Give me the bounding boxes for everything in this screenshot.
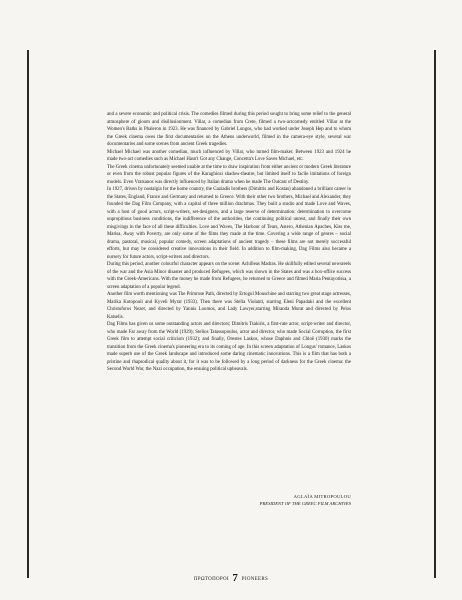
author-signature	[190, 494, 351, 507]
right-margin-rule	[434, 50, 436, 578]
page-number: 7	[232, 572, 239, 584]
paragraph-1: and a severe economic and political crisis. The comedies filmed during this period sought to bring some relief to the general atmosphere of gloom and disillusionment. Villar, a comedian from Crete, filmed a two-actcomedy entitled Villar at the Women's Baths in Phaleron in 1923. He was financed by Gabriel Longos, who had worked under Joseph Hep and to whom the Greek cinema owes the first documentaries on the Athens underworld, filmed in the camera-eye style, several war documentaries and some scenes from ancient Greek tragedies.	[107, 112, 351, 147]
paragraph-3: The Greek cinema unfortunately seemed unable at the time to draw inspiration from either ancient or modern Greek literature or even from the robust popular figures of the Karaghiozi shadow-theatre, but limited itself to facile imitations of foreign models. Even Vratsanos was directly influenced by Italian drama when he made The Outcast of Destiny.	[107, 164, 351, 185]
paragraph-2: Michael Michael was another comedian, much influenced by Villar, who turned film-maker. Between 1923 and 1924 he made two-act comedies such as Michael Hasn't Got any Change, Concetta's Love Saves Michael, etc.	[107, 149, 351, 162]
author-role: PRESIDENT OF THE GREEC FILM ARCHIVES	[259, 500, 351, 506]
paragraph-7: Dag Films has given us some outstanding actors and directors; Dimitris Tsakiris, a first-rate actor, script-writer and director, who made Far away from the World (1929); Stelios Tatassopoulos, actor and director, who made Social Corruption, the first Greek film to attempt social criticism (1932); and finally, Orestes Laskos, whose Daphnis and Chloë (1930) marks the transition from the Greek cinema's pioneering era to its coming of age. In this screen adaptation of Longus' romance, Laskos made superb use of the Greek landscape and introduced some daring cinematic innovations. This is a film that has both a pristine and rhapsodical quality about it, for it was to be followed by a long period of darkness for the Greek cinema: the Second World War, the Nazi occupation, the ensuing political upheavals.	[107, 322, 351, 372]
paragraph-6: Another film worth mentioning was The Primrose Path, directed by Ertogul Mouschine and starring two great stage actresses, Marika Kotopouli and Kyveli Myrat (1933). Then there was Stella Violanti, starring Eleni Papadaki and the excellent Christoforos Nezer, and directed by Yannis Loumos, and Lady Lawyer,starring Miranda Murat and directed by Pelos Katselis.	[107, 292, 351, 320]
page-footer	[0, 572, 462, 584]
author-name: AGLAÏA MITROPOULOU	[293, 494, 351, 499]
footer-english-title: PIONEERS	[241, 577, 269, 582]
paragraph-4: In 1927, driven by nostalgia for the home country, the Gaziadis brothers (Dimitris and Kostas) abandoned a brilliant career in the States, England, France and Germany and returned to Greece. With their other two brothers, Michael and Alexander, they founded the Dag Film Company, with a capital of three million drachmas. They built a studio and made Love and Waves, with a host of good actors, script-writers, set-designers, and a large reserve of determination: determination to overcome unpropitious business conditions, the indifference of the authorities, the continuing political unrest, and finally their own misgivings in the face of all these difficulties. Love and Waves, The Harbour of Tears, Astero, Athenian Apaches, Kiss me, Marisa, Away with Poverty, are only some of the films they made at the time. Covering a wide range of genres – social drama, pastoral, musical, popular comedy, screen adaptations of ancient tragedy – these films are not merely successful efforts, but may be considered creative innovations in their field. In addition to film-making, Dag Films also became a nursery for future actors, script-writers and directors.	[107, 187, 351, 260]
paragraph-5: During this period, another colourful character appears on the scene: Achilleas Madras. He skillfully edited several newsreels of the war and the Asia Minor disaster and produced Refugees, which was shown in the States and was a box-office success with the Greek-Americans. With the money he made from Refugees, he returned to Greece and filmed Maria Pentayotissa, a screen adaptation of a popular legend.	[107, 262, 351, 290]
article-body	[107, 111, 351, 374]
left-margin-rule	[27, 50, 29, 578]
footer-greek-title: ΠΡΩΤΟΠΟΡΟΙ	[193, 577, 229, 582]
